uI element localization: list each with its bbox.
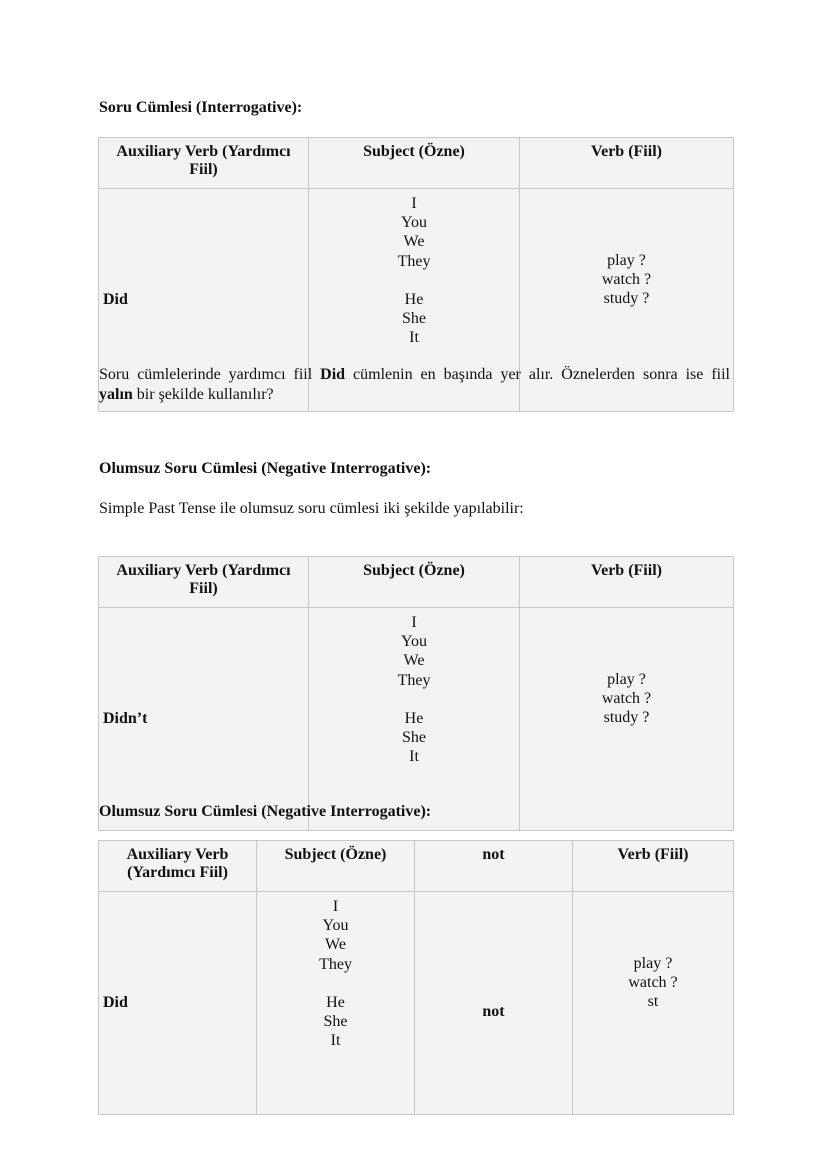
aux-verb-cell: Did — [99, 892, 257, 1115]
subject-she: She — [323, 1013, 348, 1031]
header-subject: Subject (Özne) — [257, 841, 415, 892]
aux-verb-cell: Did — [99, 189, 309, 412]
bold-yalin: yalın — [99, 386, 133, 403]
section-heading-negative-interrogative-2: Olumsuz Soru Cümlesi (Negative Interrogative): — [99, 803, 432, 820]
table-header-row — [99, 138, 734, 189]
text-run: cümlenin en başında yer alır. Öznelerden sonra ise fiil — [345, 366, 730, 383]
subject-they: They — [319, 955, 352, 973]
verb-study: study ? — [603, 709, 650, 727]
subject-you: You — [401, 633, 427, 651]
subject-i: I — [411, 195, 417, 212]
subject-spacer — [309, 271, 519, 290]
verb-watch: watch ? — [601, 271, 652, 289]
verb-play: play ? — [607, 671, 646, 688]
subject-we: We — [403, 652, 425, 670]
table-row — [99, 608, 734, 831]
header-verb: Verb (Fiil) — [573, 841, 734, 892]
subject-we: We — [325, 936, 346, 954]
verb-study: study ? — [603, 290, 650, 308]
subject-it: It — [409, 748, 419, 766]
text-run: bir şekilde kullanılır? — [132, 386, 274, 403]
subject-they: They — [397, 671, 431, 689]
section-heading-interrogative: Soru Cümlesi (Interrogative): — [99, 99, 303, 116]
subject-i: I — [332, 898, 339, 915]
table-header-row — [99, 841, 734, 892]
subject-he: He — [326, 993, 345, 1011]
verb-watch: watch ? — [628, 974, 678, 992]
intro-paragraph: Simple Past Tense ile olumsuz soru cümlesi iki şekilde yapılabilir: — [99, 500, 524, 517]
subjects-cell — [257, 892, 415, 1115]
header-verb: Verb (Fiil) — [520, 138, 734, 189]
header-auxiliary-verb: Auxiliary Verb (Yardımcı Fiil) — [99, 841, 257, 892]
subject-spacer — [257, 974, 414, 993]
header-auxiliary-verb: Auxiliary Verb (Yardımcı Fiil) — [99, 138, 309, 189]
verbs-cell — [573, 892, 734, 1115]
header-auxiliary-verb: Auxiliary Verb (Yardımcı Fiil) — [99, 557, 309, 608]
subject-you: You — [322, 917, 349, 935]
subject-he: He — [404, 709, 424, 727]
not-cell: not — [415, 892, 573, 1115]
subject-she: She — [402, 310, 426, 328]
verb-watch: watch ? — [601, 690, 652, 708]
section-heading-negative-interrogative: Olumsuz Soru Cümlesi (Negative Interrogative): — [99, 460, 432, 477]
negative-interrogative-table — [98, 556, 734, 831]
subject-we: We — [403, 233, 425, 251]
table-row — [99, 892, 734, 1115]
subject-you: You — [401, 214, 427, 232]
subject-spacer — [309, 690, 519, 709]
header-subject: Subject (Özne) — [309, 557, 520, 608]
subject-he: He — [404, 290, 424, 308]
header-subject: Subject (Özne) — [309, 138, 520, 189]
bold-did: Did — [320, 366, 346, 383]
negative-interrogative-not-table — [98, 840, 734, 1115]
verb-play: play ? — [633, 955, 673, 972]
subject-it: It — [330, 1032, 341, 1050]
text-run: Soru cümlelerinde yardımcı fiil — [99, 366, 321, 383]
subject-she: She — [402, 729, 426, 747]
header-not: not — [415, 841, 573, 892]
subjects-cell — [309, 608, 520, 831]
aux-verb-cell: Didn’t — [99, 608, 309, 831]
verb-st: st — [647, 993, 659, 1011]
subject-i: I — [411, 614, 417, 631]
explanation-line-1 — [99, 365, 730, 385]
table-header-row — [99, 557, 734, 608]
subject-they: They — [397, 252, 431, 270]
verbs-cell — [520, 608, 734, 831]
verb-play: play ? — [607, 252, 646, 269]
header-verb: Verb (Fiil) — [520, 557, 734, 608]
subject-it: It — [409, 329, 419, 347]
explanation-paragraph — [99, 365, 730, 405]
